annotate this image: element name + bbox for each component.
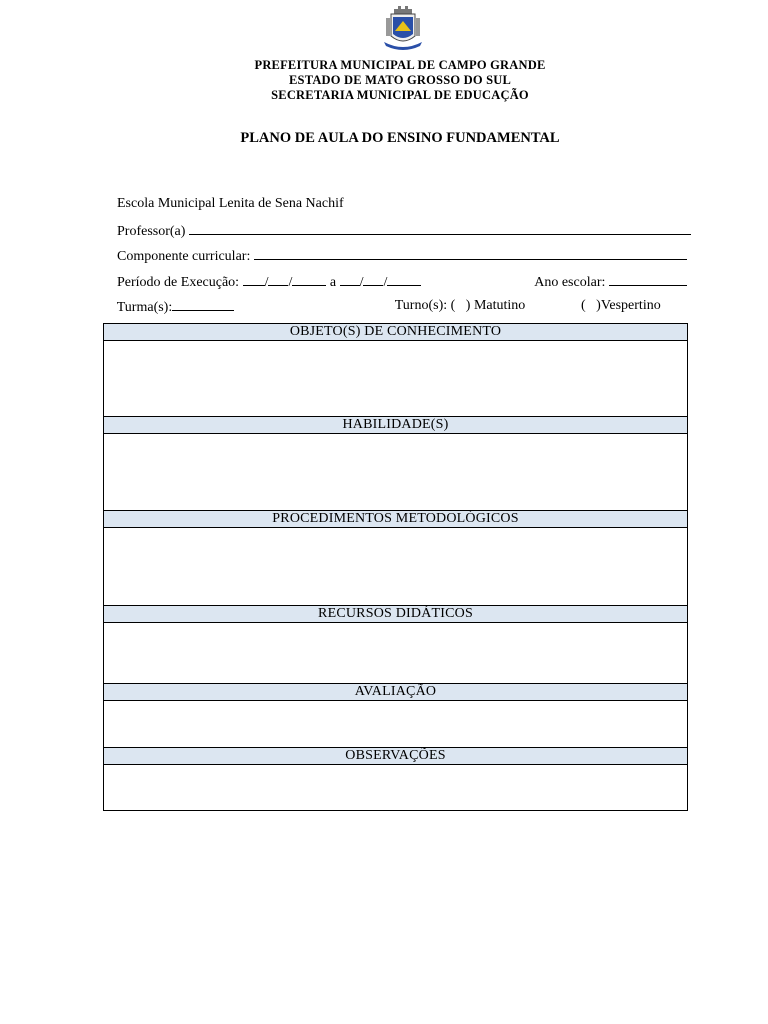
section-header-resources: RECURSOS DIDÁTICOS bbox=[104, 606, 688, 623]
section-body-skills[interactable] bbox=[104, 434, 688, 511]
teacher-label: Professor(a) bbox=[117, 224, 186, 239]
municipal-crest-icon bbox=[380, 6, 426, 52]
period-separator: a bbox=[329, 275, 337, 290]
section-header-objects: OBJETO(S) DE CONHECIMENTO bbox=[104, 324, 688, 341]
header-secretaria: SECRETARIA MUNICIPAL DE EDUCAÇÃO bbox=[271, 88, 529, 102]
period-end-month[interactable] bbox=[363, 273, 383, 286]
section-body-procedures[interactable] bbox=[104, 528, 688, 606]
class-label: Turma(s): bbox=[116, 300, 173, 315]
section-header-evaluation: AVALIAÇÃO bbox=[104, 684, 688, 701]
period-end-day[interactable] bbox=[340, 273, 360, 286]
shift-evening-checkbox[interactable]: ( bbox=[581, 298, 597, 313]
shift-evening-label: )Vespertino bbox=[596, 298, 661, 313]
shift-label: Turno(s): bbox=[394, 298, 448, 313]
class-line bbox=[110, 282, 234, 316]
section-body-objects[interactable] bbox=[104, 341, 688, 417]
header-estado: ESTADO DE MATO GROSSO DO SUL bbox=[289, 73, 511, 87]
lesson-plan-table bbox=[103, 323, 688, 811]
section-header-procedures: PROCEDIMENTOS METODOLÓGICOS bbox=[104, 511, 688, 528]
section-body-resources[interactable] bbox=[104, 623, 688, 684]
period-label: Período de Execução: bbox=[117, 275, 240, 290]
year-label: Ano escolar: bbox=[534, 275, 606, 290]
section-body-evaluation[interactable] bbox=[104, 701, 688, 748]
component-label: Componente curricular: bbox=[117, 249, 251, 264]
period-line: Período de Execução: / / a / / bbox=[110, 257, 421, 291]
shift-line bbox=[388, 282, 525, 314]
shift-morning-label: Matutino bbox=[473, 298, 526, 313]
section-body-observations[interactable] bbox=[104, 765, 688, 811]
shift-morning-checkbox[interactable]: ( ) bbox=[450, 298, 471, 313]
period-start-day[interactable] bbox=[243, 273, 265, 286]
document-title: PLANO DE AULA DO ENSINO FUNDAMENTAL bbox=[240, 130, 560, 146]
section-header-skills: HABILIDADE(S) bbox=[104, 417, 688, 434]
period-start-month[interactable] bbox=[268, 273, 288, 286]
school-name: Escola Municipal Lenita de Sena Nachif bbox=[117, 196, 344, 211]
class-field[interactable] bbox=[172, 298, 234, 311]
period-start-year[interactable] bbox=[292, 273, 326, 286]
shift-evening bbox=[574, 282, 661, 314]
section-header-observations: OBSERVAÇÕES bbox=[104, 748, 688, 765]
header-prefeitura: PREFEITURA MUNICIPAL DE CAMPO GRANDE bbox=[254, 58, 546, 72]
